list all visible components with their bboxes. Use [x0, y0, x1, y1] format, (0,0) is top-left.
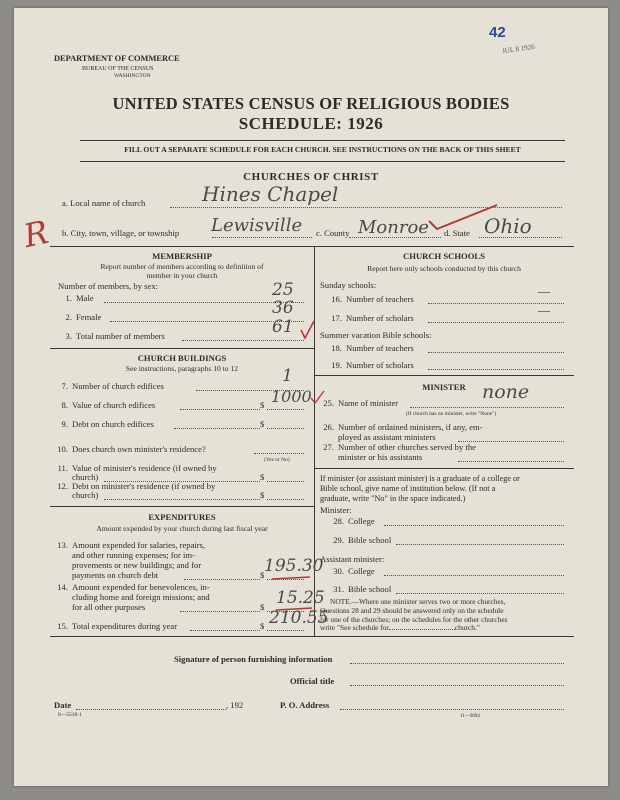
minister-name-hint: (If church has no minister, write "None") [406, 411, 497, 417]
date-label: Date [54, 700, 72, 710]
total-members-row: 3. Total number of members [65, 331, 165, 341]
owns-residence-row: 10. Does church own minister's residence? [57, 444, 206, 454]
bureau-name: BUREAU OF THE CENSUS [82, 66, 154, 72]
residence-debt-label-cont: church) [72, 490, 99, 500]
minister-title: MINISTER [422, 382, 466, 392]
assistant-subheading: Assistant minister: [320, 554, 385, 564]
buildings-title: CHURCH BUILDINGS [137, 353, 227, 363]
male-value[interactable]: 25 [272, 280, 294, 300]
expenditures-title: EXPENDITURES [148, 512, 216, 522]
membership-note-2: member in your church [146, 271, 218, 280]
assistant-college-row: 30. College [333, 566, 375, 576]
currency-sign: $ [260, 621, 265, 631]
sunday-schools-label: Sunday schools: [320, 280, 377, 290]
total-expenditures-value[interactable]: 210.55 [269, 608, 329, 628]
female-row: 2. Female [65, 312, 102, 322]
currency-sign: $ [260, 400, 265, 410]
margin-check-mark: R [20, 212, 52, 256]
graduate-note: If minister (or assistant minister) is a graduate of a college or Bible school, give name of institution below. (If not a graduate, write "No" in the space indicated.) [320, 474, 520, 503]
red-check-mark-icon [300, 320, 316, 340]
edifice-value-row: 8. Value of church edifices [61, 400, 156, 410]
minister-college-row: 28. College [333, 516, 375, 526]
currency-sign: $ [260, 602, 265, 612]
minister-bible-school-row: 29. Bible school [333, 535, 392, 545]
residence-value-label-cont: church) [72, 472, 99, 482]
female-value[interactable]: 36 [272, 298, 294, 318]
edifice-debt-row: 9. Debt on church edifices [61, 419, 154, 429]
minister-name-row: 25. Name of minister [323, 398, 399, 408]
edifices-value[interactable]: 1 [282, 366, 293, 386]
benevolences-row: 14. Amount expended for benevolences, in- cluding home and foreign missions; and for all other purposes [57, 582, 210, 612]
buildings-note: See instructions, paragraphs 10 to 12 [125, 364, 239, 373]
sunday-teachers-row: 16. Number of teachers [331, 294, 414, 304]
bureau-city: WASHINGTON [114, 73, 151, 79]
membership-title: MEMBERSHIP [152, 251, 212, 261]
total-members-value[interactable]: 61 [272, 317, 294, 337]
assistant-ministers-row: 26. Number of ordained ministers, if any, em- ployed as assistant ministers [323, 422, 483, 442]
church-name-value[interactable]: Hines Chapel [202, 182, 339, 206]
schools-note: Report here only schools conducted by this church [367, 264, 521, 273]
total-expenditures-row: 15. Total expenditures during year [57, 621, 178, 631]
currency-sign: $ [260, 570, 265, 580]
census-schedule-form [14, 8, 608, 786]
members-by-sex-label: Number of members, by sex: [58, 281, 158, 291]
schedule-title: SCHEDULE: 1926 [238, 114, 384, 133]
county-value[interactable]: Monroe [358, 217, 429, 238]
sunday-teachers-value[interactable]: — [538, 284, 550, 298]
denomination-title: CHURCHES OF CHRIST [243, 171, 379, 183]
signature-label: Signature of person furnishing information [174, 654, 333, 664]
edifice-value-value[interactable]: 1000 [271, 387, 312, 406]
form-number: 8—5518-1 [58, 712, 82, 718]
running-expenses-value[interactable]: 195.30 [264, 556, 324, 576]
male-row: 1. Male [65, 293, 94, 303]
residence-value-row: 11. Value of minister's residence (if owned by [57, 463, 217, 473]
instruction-line: FILL OUT A SEPARATE SCHEDULE FOR EACH CHURCH. SEE INSTRUCTIONS ON THE BACK OF THIS SHEET [124, 145, 521, 154]
benevolences-value[interactable]: 15.25 [276, 588, 325, 608]
church-name-label: a. Local name of church [62, 198, 146, 208]
year-label: , 192 [226, 700, 244, 710]
minister-subheading: Minister: [320, 505, 352, 515]
stamp-number: 42 [489, 24, 506, 41]
other-churches-row: 27. Number of other churches served by the minister or his assistants [323, 442, 476, 462]
city-label: b. City, town, village, or township [62, 228, 180, 238]
form-title: UNITED STATES CENSUS OF RELIGIOUS BODIES [112, 94, 510, 113]
expenditures-note: Amount expended by your church during last fiscal year [96, 524, 268, 533]
print-number: 11—9094 [460, 714, 480, 719]
stamp-date: JUL 8 1926 [501, 42, 536, 56]
yes-no-hint: (Yes or No) [264, 457, 290, 463]
minister-note: NOTE.—Where one minister serves two or more churches, Questions 28 and 29 should be answered only on the schedule for one of the churches; on the schedules for the other churches write "See schedule for church." [320, 597, 508, 633]
assistant-bible-school-row: 31. Bible school [333, 584, 392, 594]
po-address-label: P. O. Address [280, 700, 330, 710]
city-value[interactable]: Lewisville [211, 215, 303, 236]
summer-schools-label: Summer vacation Bible schools: [320, 330, 432, 340]
department-name: DEPARTMENT OF COMMERCE [54, 54, 180, 63]
sunday-scholars-value[interactable]: — [538, 303, 550, 317]
red-check-mark-icon [427, 203, 507, 233]
official-title-label: Official title [290, 676, 335, 686]
currency-sign: $ [260, 472, 265, 482]
residence-debt-row: 12. Debt on minister's residence (if owned by [57, 481, 216, 491]
red-check-mark-icon [310, 390, 326, 404]
state-value[interactable]: Ohio [484, 214, 532, 238]
summer-scholars-row: 19. Number of scholars [331, 360, 414, 370]
running-expenses-row: 13. Amount expended for salaries, repairs, and other running expenses; for im- provements or new buildings; and for payments on church debt [57, 540, 206, 580]
membership-note-1: Report number of members according to definition of [100, 262, 264, 271]
red-underline-mark [272, 575, 312, 583]
sunday-scholars-row: 17. Number of scholars [331, 313, 414, 323]
summer-teachers-row: 18. Number of teachers [331, 343, 414, 353]
schools-title: CHURCH SCHOOLS [403, 251, 485, 261]
minister-name-value[interactable]: none [482, 381, 530, 403]
county-label: c. County [316, 228, 350, 238]
currency-sign: $ [260, 419, 265, 429]
currency-sign: $ [260, 490, 265, 500]
state-label: d. State [444, 228, 470, 238]
edifices-row: 7. Number of church edifices [61, 381, 164, 391]
